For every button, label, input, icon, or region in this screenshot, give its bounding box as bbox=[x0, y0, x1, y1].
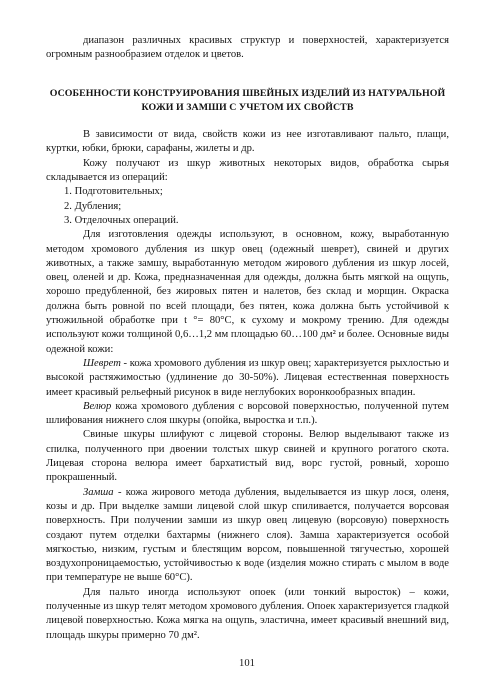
operations-list-item: 2. Дубления; bbox=[64, 200, 122, 212]
paragraph-shevret bbox=[46, 357, 449, 400]
page-number: 101 bbox=[239, 658, 255, 669]
paragraph-pig-skins: Свиные шкуры шлифуют с лицевой стороны. Велюр выделывают также из спилка, полученного при двоении толстых шкур свиней и крупного рогатого скота. Лицевая сторона велюра имеет бархатистый вид, ворс густой, ровный, хорошо прокрашенный. bbox=[46, 429, 449, 484]
paragraph-suede bbox=[46, 486, 449, 586]
operations-list-item: 1. Подготовительных; bbox=[64, 186, 163, 198]
document-page bbox=[46, 34, 449, 643]
shevret-definition: - кожа хромового дубления из шкур овец; характеризуется рыхлостью и высокой растяжимостью (удлинение до 30-50%). Лицевая естественная поверхность имеет красивый рельефный рисунок в виде неглубоких воронкообразных впадин. bbox=[46, 357, 449, 398]
velour-definition: кожа хромового дубления с ворсовой поверхностью, полученной путем шлифования нижнего слоя шкуры (опойка, выростка и т.п.). bbox=[46, 400, 449, 427]
term-velour: Велюр bbox=[83, 400, 112, 412]
section-title bbox=[46, 87, 449, 116]
intro-paragraph: диапазон различных красивых структур и поверхностей, характеризуется огромным разнообразием отделок и цветов. bbox=[46, 35, 449, 61]
paragraph-velour bbox=[46, 400, 449, 429]
section-title-line-2: КОЖИ И ЗАМШИ С УЧЕТОМ ИХ СВОЙСТВ bbox=[141, 101, 354, 113]
paragraph-opoek: Для пальто иногда используют опоек (или тонкий выросток) – кожи, полученные из шкур телят методом хромового дубления. Опоек характеризуется гладкой лицевой поверхностью. Кожа мягка на ощупь, эластична, имеет красивый внешний вид, площадь шкуры примерно 70 дм². bbox=[46, 586, 449, 641]
suede-definition: - кожа жирового метода дубления, выделывается из шкур лося, оленя, козы и др. При выделке замши лицевой слой шкур спиливается, получается ворсовая поверхность. При получении замши из шкур овец лицевую (ворсовую) поверхность создают путем отделки бахтармы (нижнего слоя). Замша характеризуется особой мягкостью, низким, густым и блестящим ворсом, повышенной тягучестью, хорошей воздухопроницаемостью, устойчивостью к воде (изделия можно стирать с мылом в воде при температуре не выше 60°С). bbox=[46, 486, 449, 584]
paragraph-raw-processing: Кожу получают из шкур животных некоторых видов, обработка сырья складывается из операций: bbox=[46, 157, 449, 184]
operations-list-item: 3. Отделочных операций. bbox=[64, 214, 179, 226]
paragraph-clothing-leather: Для изготовления одежды используют, в основном, кожу, выработанную методом хромового дубления из шкур овец (одежный шеврет), свиней и других животных, а также замшу, выработанную методом жирового дубления из шкур лосей, овец, оленей и др. Кожа, предназначенная для одежды, должна быть мягкой на ощупь, хорошо предубленной, без жировых пятен и налетов, без склад и морщин. Окраска должна быть ровной по всей площади, без пятен, кожа должна быть устойчивой к утюжильной обработке при t °= 80°С, к сухому и мокрому трению. Для одежды используют кожи толщиной 0,6…1,2 мм площадью 60…100 дм² и более. Основные виды одежной кожи: bbox=[46, 229, 449, 355]
term-shevret: Шеврет bbox=[83, 357, 121, 369]
paragraph-products: В зависимости от вида, свойств кожи из нее изготавливают пальто, плащи, куртки, юбки, брюки, сарафаны, жилеты и др. bbox=[46, 129, 449, 155]
term-suede: Замша bbox=[83, 486, 114, 498]
operations-list bbox=[46, 185, 449, 228]
section-title-line-1: ОСОБЕННОСТИ КОНСТРУИРОВАНИЯ ШВЕЙНЫХ ИЗДЕЛИЙ ИЗ НАТУРАЛЬНОЙ bbox=[49, 87, 446, 99]
